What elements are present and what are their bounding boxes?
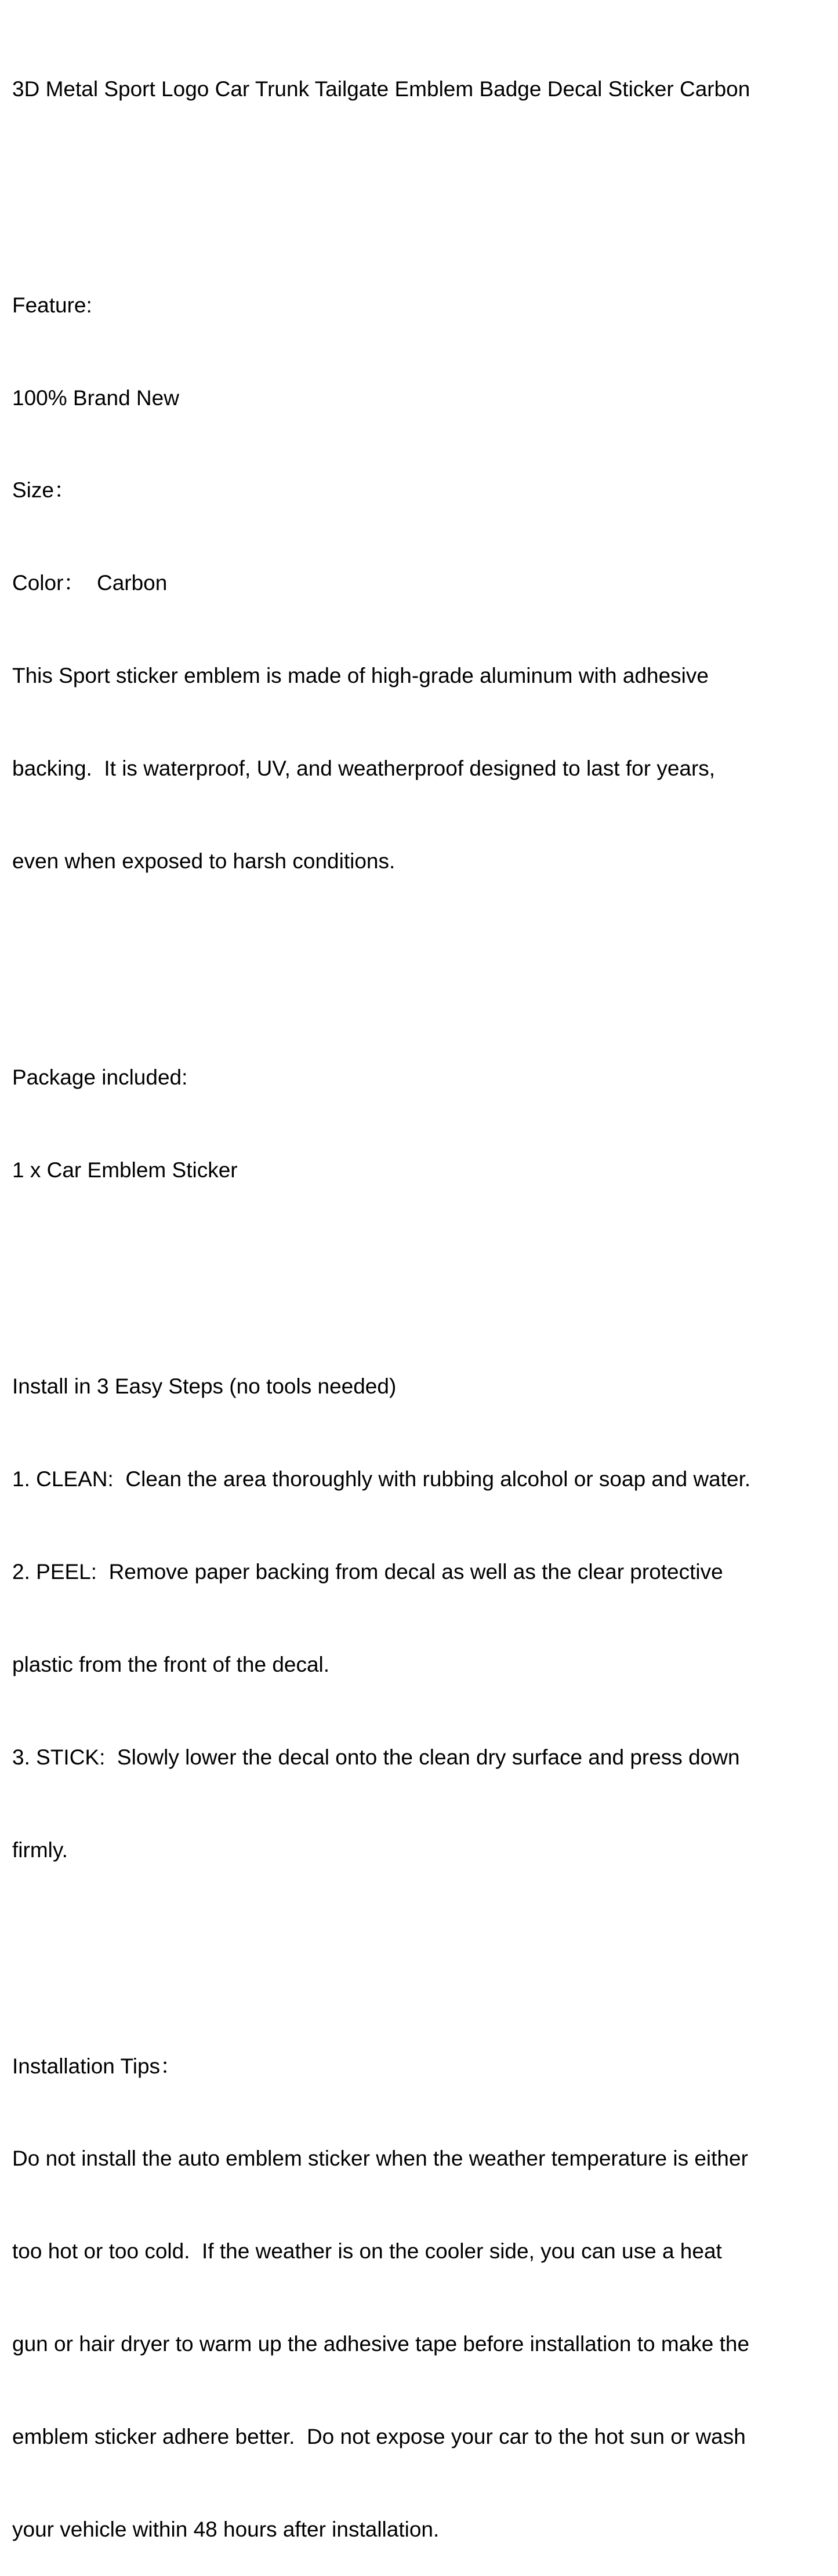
package-item: 1 x Car Emblem Sticker [12, 1158, 238, 1182]
install-step-line: 2. PEEL: Remove paper backing from decal as well as the clear protective [12, 1559, 723, 1584]
spacer [12, 1927, 833, 1958]
spacer [12, 166, 833, 197]
tips-line: emblem sticker adhere better. Do not expose your car to the hot sun or wash [12, 2425, 746, 2449]
product-title: 3D Metal Sport Logo Car Trunk Tailgate Emblem Badge Decal Sticker Carbon [12, 77, 750, 101]
tips-line: your vehicle within 48 hours after installation. [12, 2517, 440, 2542]
feature-description-line: even when exposed to harsh conditions. [12, 849, 396, 874]
spacer [12, 938, 833, 969]
feature-description-line: backing. It is waterproof, UV, and weatherproof designed to last for years, [12, 756, 716, 781]
feature-heading: Feature: [12, 293, 92, 317]
feature-color: Color： Carbon [12, 571, 168, 595]
tips-line: gun or hair dryer to warm up the adhesive tape before installation to make the [12, 2332, 750, 2356]
tips-line: too hot or too cold. If the weather is on the cooler side, you can use a heat [12, 2239, 722, 2264]
install-step-line: 1. CLEAN: Clean the area thoroughly with rubbing alcohol or soap and water. [12, 1467, 751, 1491]
feature-description-line: This Sport sticker emblem is made of high-grade aluminum with adhesive [12, 664, 709, 688]
install-step-line: plastic from the front of the decal. [12, 1652, 330, 1676]
product-description [12, 12, 833, 2576]
install-step-line: firmly. [12, 1838, 68, 1862]
tips-heading: Installation Tips： [12, 2054, 182, 2078]
package-heading: Package included: [12, 1065, 188, 1090]
feature-brand: 100% Brand New [12, 385, 179, 410]
feature-size: Size： [12, 478, 75, 503]
spacer [12, 1247, 833, 1278]
tips-line: Do not install the auto emblem sticker when the weather temperature is either [12, 2146, 748, 2171]
install-heading: Install in 3 Easy Steps (no tools needed) [12, 1374, 397, 1399]
install-step-line: 3. STICK: Slowly lower the decal onto the clean dry surface and press down [12, 1745, 740, 1769]
